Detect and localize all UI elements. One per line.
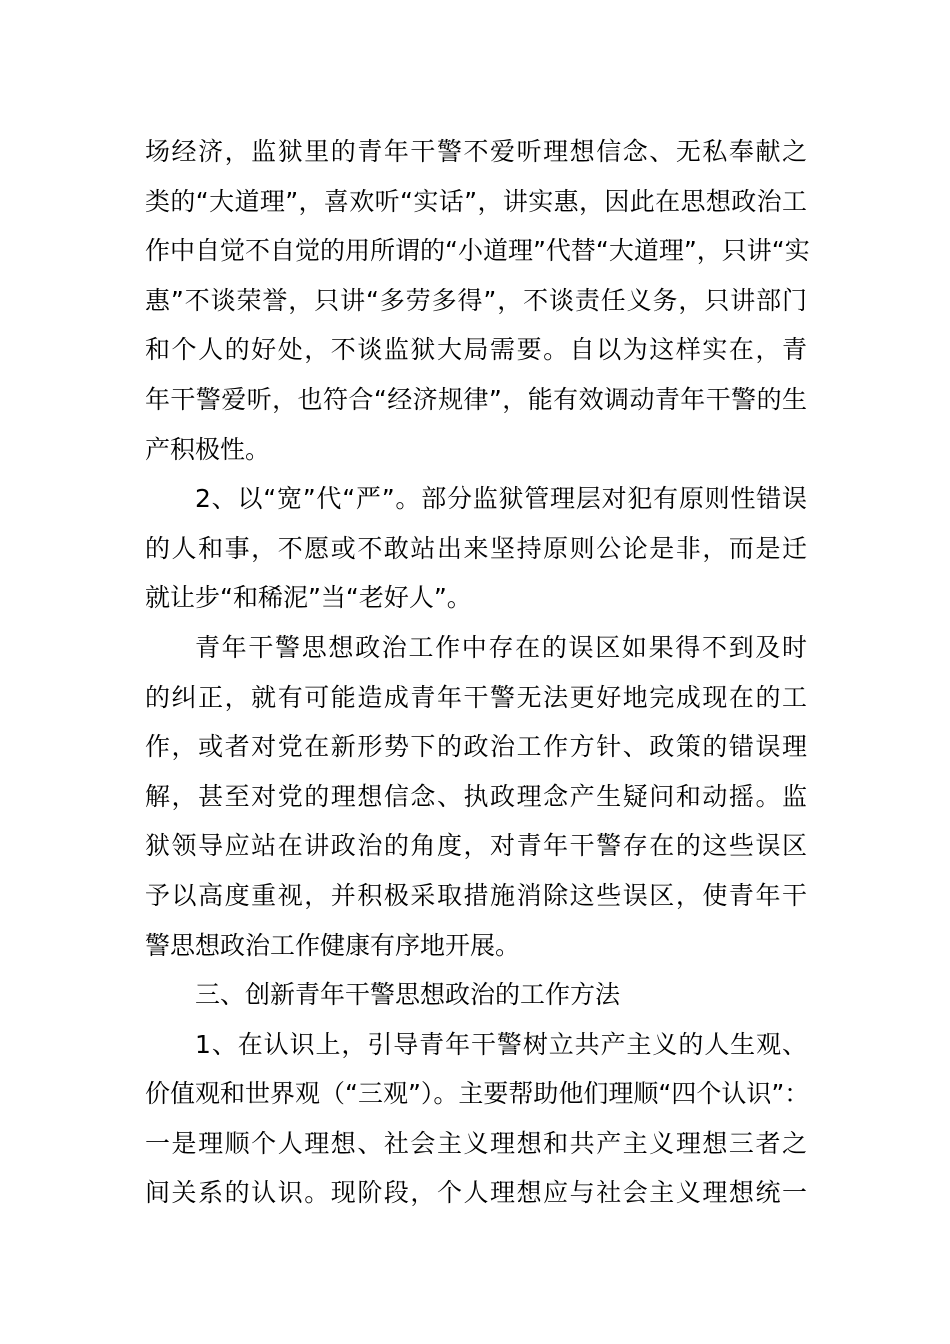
text-line: 类的“大道理”，喜欢听“实话”，讲实惠，因此在思想政治工 — [145, 186, 807, 216]
text-line: 就让步“和稀泥”当“老好人”。 — [145, 583, 472, 613]
text-line: 的人和事，不愿或不敢站出来坚持原则公论是非，而是迁 — [145, 533, 807, 563]
text-line: 狱领导应站在讲政治的角度，对青年干警存在的这些误区 — [145, 831, 807, 861]
text-line: 的纠正，就有可能造成青年干警无法更好地完成现在的工 — [145, 682, 807, 712]
text-line: 解，甚至对党的理想信念、执政理念产生疑问和动摇。监 — [145, 781, 807, 811]
text-line: 予以高度重视，并积极采取措施消除这些误区，使青年干 — [145, 880, 807, 910]
text-line: 2、以“宽”代“严”。部分监狱管理层对犯有原则性错误 — [195, 484, 807, 514]
text-line: 警思想政治工作健康有序地开展。 — [145, 930, 521, 960]
text-line: 青年干警思想政治工作中存在的误区如果得不到及时 — [195, 632, 807, 662]
text-line: 和个人的好处，不谈监狱大局需要。自以为这样实在，青 — [145, 335, 807, 365]
text-line: 作，或者对党在新形势下的政治工作方针、政策的错误理 — [145, 732, 807, 762]
text-line: 作中自觉不自觉的用所谓的“小道理”代替“大道理”，只讲“实 — [145, 236, 810, 266]
body-text — [145, 127, 810, 1218]
text-line: 间关系的认识。现阶段，个人理想应与社会主义理想统一 — [145, 1178, 807, 1208]
text-line: 产积极性。 — [145, 434, 271, 464]
text-line: 场经济，监狱里的青年干警不爱听理想信念、无私奉献之 — [145, 137, 807, 166]
text-line: 年干警爱听，也符合“经济规律”，能有效调动青年干警的生 — [145, 384, 807, 414]
text-line: 1、在认识上，引导青年干警树立共产主义的人生观、 — [195, 1029, 807, 1059]
text-line: 价值观和世界观（“三观”）。主要帮助他们理顺“四个认识”： — [145, 1079, 810, 1109]
text-line: 一是理顺个人理想、社会主义理想和共产主义理想三者之 — [145, 1128, 807, 1158]
text-line: 惠”不谈荣誉，只讲“多劳多得”，不谈责任义务，只讲部门 — [145, 285, 807, 315]
section-heading: 三、创新青年干警思想政治的工作方法 — [195, 980, 621, 1010]
